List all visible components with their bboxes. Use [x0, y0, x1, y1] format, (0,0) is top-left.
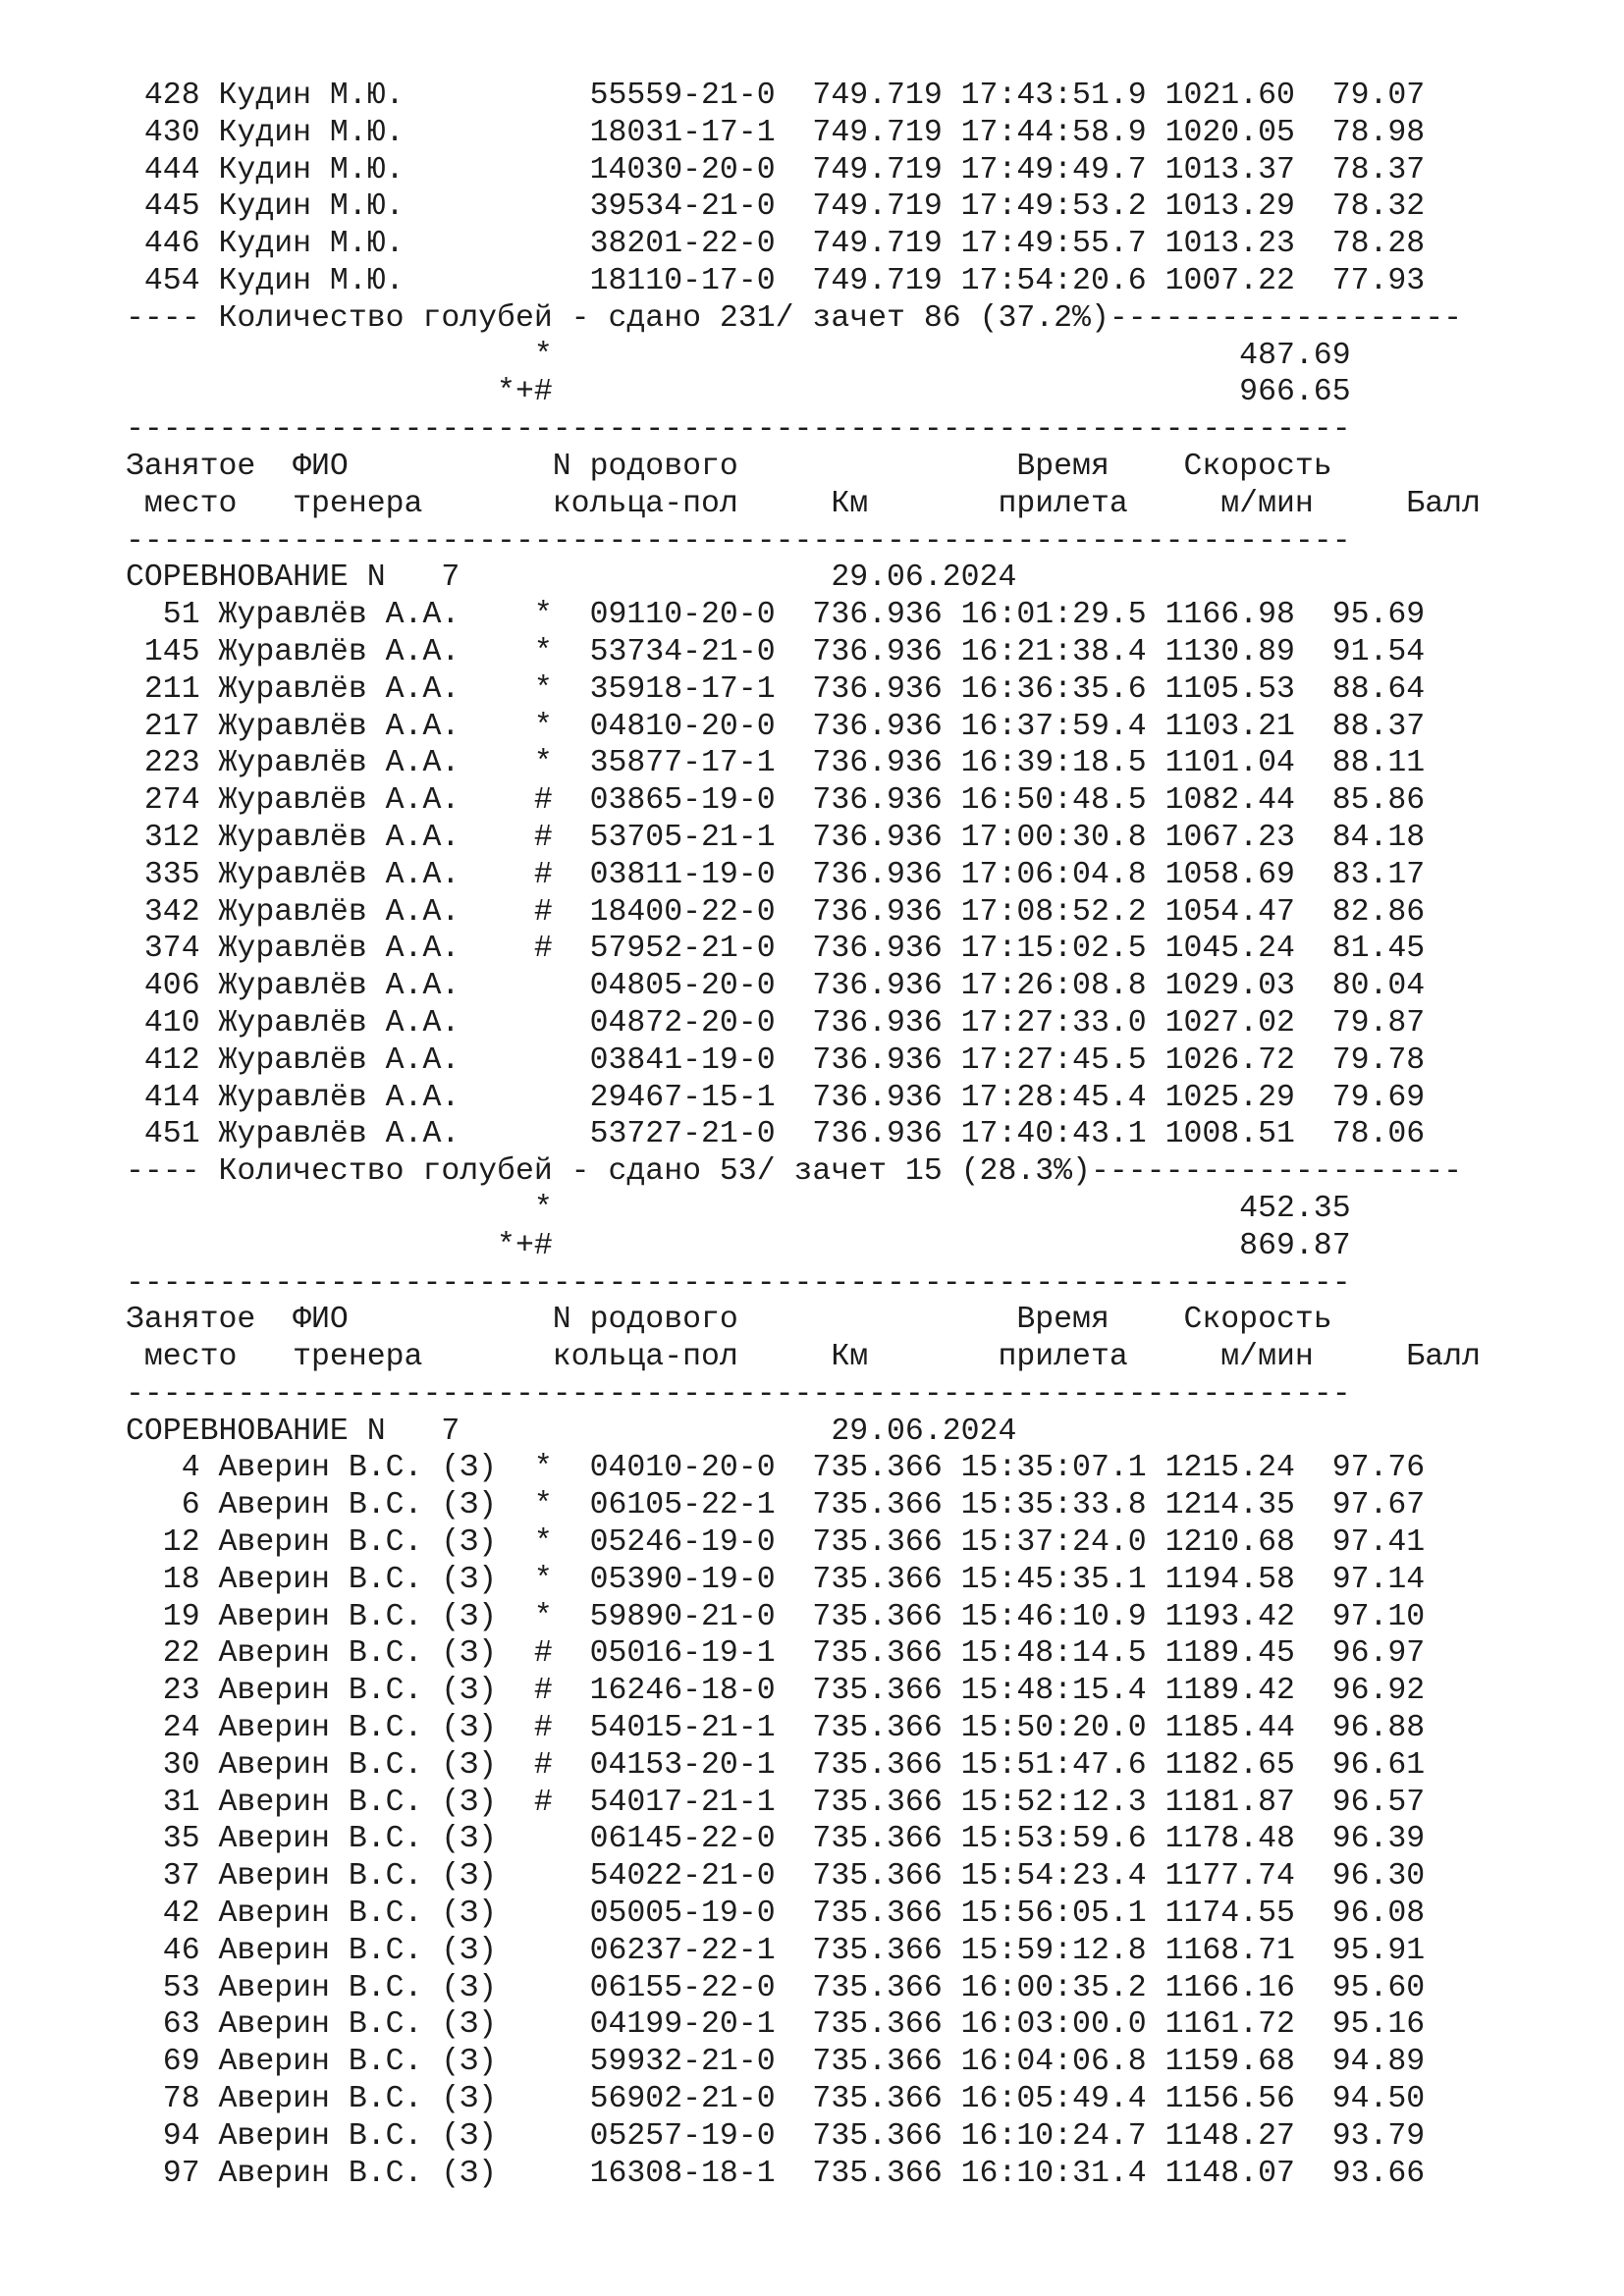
result-row: 414 Журавлёв А.А. 29467-15-1 736.936 17:28:45.4 1025.29 79.69 — [126, 1080, 1426, 1115]
header-rule: ------------------------------------------------------------------ — [126, 1376, 1351, 1412]
result-row: 410 Журавлёв А.А. 04872-20-0 736.936 17:27:33.0 1027.02 79.87 — [126, 1005, 1426, 1041]
result-row: 46 Аверин В.С. (З) 06237-22-1 735.366 15:59:12.8 1168.71 95.91 — [126, 1933, 1426, 1968]
total-line: * 452.35 — [126, 1191, 1351, 1226]
total-line: *+# 869.87 — [126, 1228, 1351, 1263]
total-line: *+# 966.65 — [126, 375, 1351, 410]
result-row: 37 Аверин В.С. (З) 54022-21-0 735.366 15:54:23.4 1177.74 96.30 — [126, 1859, 1426, 1895]
column-header-line-1: Занятое ФИО N родового Время Скорость — [126, 449, 1332, 484]
competition-line: СОРЕВНОВАНИЕ N 7 29.06.2024 — [126, 1414, 1017, 1449]
result-row: 31 Аверин В.С. (З) # 54017-21-1 735.366 15:52:12.3 1181.87 96.57 — [126, 1785, 1426, 1820]
result-row: 454 Кудин М.Ю. 18110-17-0 749.719 17:54:20.6 1007.22 77.93 — [126, 263, 1426, 298]
result-row: 94 Аверин В.С. (З) 05257-19-0 735.366 16:10:24.7 1148.27 93.79 — [126, 2118, 1426, 2154]
result-row: 51 Журавлёв А.А. * 09110-20-0 736.936 16:01:29.5 1166.98 95.69 — [126, 598, 1426, 633]
result-row: 406 Журавлёв А.А. 04805-20-0 736.936 17:26:08.8 1029.03 80.04 — [126, 969, 1426, 1004]
result-row: 63 Аверин В.С. (З) 04199-20-1 735.366 16:03:00.0 1161.72 95.16 — [126, 2007, 1426, 2043]
result-row: 53 Аверин В.С. (З) 06155-22-0 735.366 16:00:35.2 1166.16 95.60 — [126, 1970, 1426, 2005]
result-row: 69 Аверин В.С. (З) 59932-21-0 735.366 16:04:06.8 1159.68 94.89 — [126, 2045, 1426, 2080]
result-row: 312 Журавлёв А.А. # 53705-21-1 736.936 17:00:30.8 1067.23 84.18 — [126, 820, 1426, 855]
result-row: 335 Журавлёв А.А. # 03811-19-0 736.936 17:06:04.8 1058.69 83.17 — [126, 857, 1426, 892]
result-row: 445 Кудин М.Ю. 39534-21-0 749.719 17:49:53.2 1013.29 78.32 — [126, 189, 1426, 225]
result-row: 23 Аверин В.С. (З) # 16246-18-0 735.366 15:48:15.4 1189.42 96.92 — [126, 1674, 1426, 1709]
header-rule: ------------------------------------------------------------------ — [126, 1265, 1351, 1301]
result-row: 4 Аверин В.С. (З) * 04010-20-0 735.366 15:35:07.1 1215.24 97.76 — [126, 1451, 1426, 1486]
result-row: 451 Журавлёв А.А. 53727-21-0 736.936 17:40:43.1 1008.51 78.06 — [126, 1117, 1426, 1152]
result-row: 430 Кудин М.Ю. 18031-17-1 749.719 17:44:58.9 1020.05 78.98 — [126, 115, 1426, 150]
result-row: 217 Журавлёв А.А. * 04810-20-0 736.936 16:37:59.4 1103.21 88.37 — [126, 709, 1426, 744]
result-row: 19 Аверин В.С. (З) * 59890-21-0 735.366 15:46:10.9 1193.42 97.10 — [126, 1599, 1426, 1634]
column-header-line-1: Занятое ФИО N родового Время Скорость — [126, 1303, 1332, 1338]
result-row: 223 Журавлёв А.А. * 35877-17-1 736.936 16:39:18.5 1101.04 88.11 — [126, 746, 1426, 781]
header-rule: ------------------------------------------------------------------ — [126, 412, 1351, 448]
results-printout — [126, 78, 1481, 2192]
result-row: 35 Аверин В.С. (З) 06145-22-0 735.366 15:53:59.6 1178.48 96.39 — [126, 1822, 1426, 1857]
result-row: 18 Аверин В.С. (З) * 05390-19-0 735.366 15:45:35.1 1194.58 97.14 — [126, 1562, 1426, 1597]
result-row: 342 Журавлёв А.А. # 18400-22-0 736.936 17:08:52.2 1054.47 82.86 — [126, 894, 1426, 930]
result-row: 22 Аверин В.С. (З) # 05016-19-1 735.366 15:48:14.5 1189.45 96.97 — [126, 1636, 1426, 1672]
result-row: 274 Журавлёв А.А. # 03865-19-0 736.936 16:50:48.5 1082.44 85.86 — [126, 783, 1426, 819]
result-row: 428 Кудин М.Ю. 55559-21-0 749.719 17:43:51.9 1021.60 79.07 — [126, 79, 1426, 113]
result-row: 446 Кудин М.Ю. 38201-22-0 749.719 17:49:55.7 1013.23 78.28 — [126, 227, 1426, 262]
result-row: 211 Журавлёв А.А. * 35918-17-1 736.936 16:36:35.6 1105.53 88.64 — [126, 671, 1426, 707]
result-row: 145 Журавлёв А.А. * 53734-21-0 736.936 16:21:38.4 1130.89 91.54 — [126, 634, 1426, 669]
result-row: 78 Аверин В.С. (З) 56902-21-0 735.366 16:05:49.4 1156.56 94.50 — [126, 2082, 1426, 2117]
result-row: 374 Журавлёв А.А. # 57952-21-0 736.936 17:15:02.5 1045.24 81.45 — [126, 932, 1426, 967]
result-row: 412 Журавлёв А.А. 03841-19-0 736.936 17:27:45.5 1026.72 79.78 — [126, 1042, 1426, 1078]
result-row: 6 Аверин В.С. (З) * 06105-22-1 735.366 15:35:33.8 1214.35 97.67 — [126, 1488, 1426, 1523]
header-rule: ------------------------------------------------------------------ — [126, 523, 1351, 559]
competition-line: СОРЕВНОВАНИЕ N 7 29.06.2024 — [126, 561, 1017, 596]
result-row: 30 Аверин В.С. (З) # 04153-20-1 735.366 15:51:47.6 1182.65 96.61 — [126, 1747, 1426, 1783]
pigeon-count-summary: ---- Количество голубей - сдано 53/ зачет 15 (28.3%)-------------------- — [126, 1154, 1463, 1190]
pigeon-count-summary: ---- Количество голубей - сдано 231/ зачет 86 (37.2%)------------------- — [126, 300, 1463, 336]
result-row: 24 Аверин В.С. (З) # 54015-21-1 735.366 15:50:20.0 1185.44 96.88 — [126, 1711, 1426, 1746]
column-header-line-2: место тренера кольца-пол Км прилета м/мин Балл — [126, 1340, 1481, 1375]
result-row: 42 Аверин В.С. (З) 05005-19-0 735.366 15:56:05.1 1174.55 96.08 — [126, 1896, 1426, 1932]
result-row: 444 Кудин М.Ю. 14030-20-0 749.719 17:49:49.7 1013.37 78.37 — [126, 152, 1426, 187]
column-header-line-2: место тренера кольца-пол Км прилета м/мин Балл — [126, 486, 1481, 521]
result-row: 12 Аверин В.С. (З) * 05246-19-0 735.366 15:37:24.0 1210.68 97.41 — [126, 1525, 1426, 1561]
total-line: * 487.69 — [126, 338, 1351, 373]
result-row: 97 Аверин В.С. (З) 16308-18-1 735.366 16:10:31.4 1148.07 93.66 — [126, 2156, 1426, 2191]
